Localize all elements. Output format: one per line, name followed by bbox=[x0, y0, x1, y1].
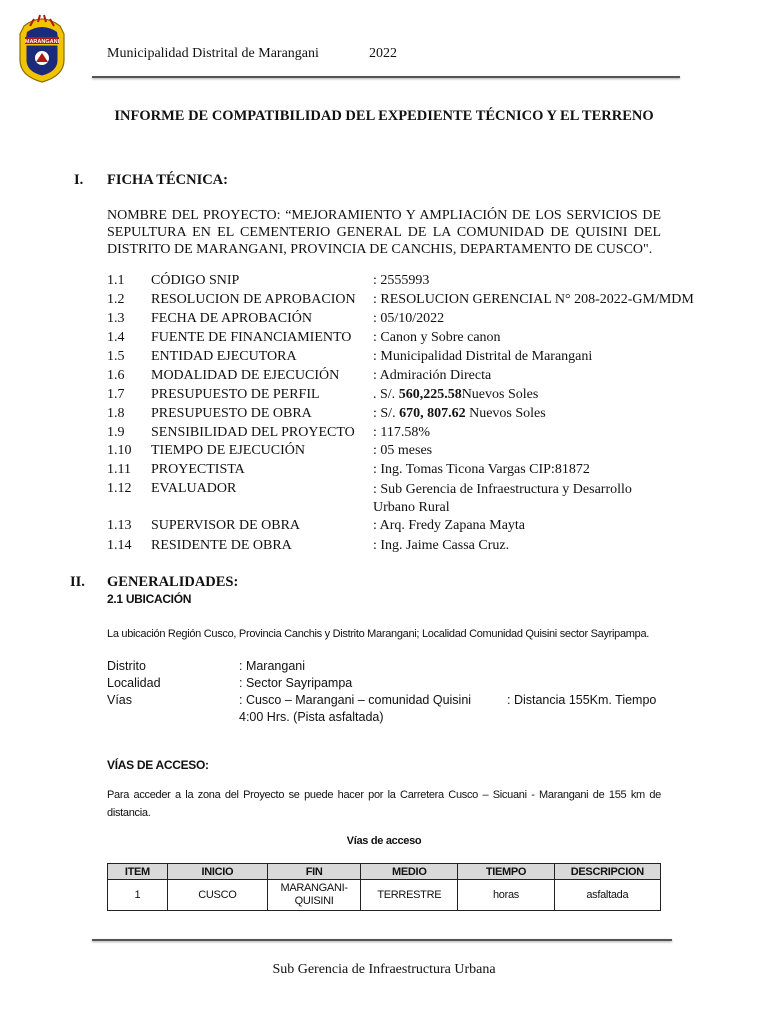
spec-label: MODALIDAD DE EJECUCIÓN bbox=[151, 368, 340, 383]
location-value: : Cusco – Marangani – comunidad Quisini bbox=[239, 693, 472, 707]
location-key: Localidad bbox=[107, 676, 161, 690]
spec-value: : Arq. Fredy Zapana Mayta bbox=[373, 518, 526, 533]
spec-num: 1.1 bbox=[107, 273, 125, 288]
spec-num: 1.5 bbox=[107, 349, 125, 364]
spec-num: 1.12 bbox=[107, 481, 132, 496]
spec-value-amount: 560,225.58 bbox=[398, 387, 462, 402]
column-header: DESCRIPCION bbox=[554, 864, 660, 880]
table-title: Vías de acceso bbox=[346, 835, 422, 847]
spec-label: CÓDIGO SNIP bbox=[151, 273, 240, 288]
spec-value-amount: 670, 807.62 bbox=[399, 406, 466, 421]
table-header-row bbox=[108, 864, 661, 880]
spec-label: PROYECTISTA bbox=[151, 462, 245, 477]
table-cell: CUSCO bbox=[167, 880, 267, 911]
spec-label: FUENTE DE FINANCIAMIENTO bbox=[151, 330, 352, 345]
location-value: : Sector Sayripampa bbox=[239, 676, 353, 690]
spec-value: : 05/10/2022 bbox=[373, 311, 445, 326]
spec-num: 1.4 bbox=[107, 330, 125, 345]
logo-text: MARANGANI bbox=[24, 39, 60, 45]
column-header: ITEM bbox=[108, 864, 168, 880]
spec-num: 1.11 bbox=[107, 462, 131, 477]
location-distance: : Distancia 155Km. Tiempo bbox=[507, 693, 657, 707]
table-cell: MARANGANI-QUISINI bbox=[268, 880, 361, 911]
access-routes-table bbox=[107, 863, 661, 911]
spec-label: PRESUPUESTO DE OBRA bbox=[151, 406, 312, 421]
column-header: TIEMPO bbox=[458, 864, 554, 880]
spec-num: 1.13 bbox=[107, 518, 132, 533]
vias-acceso-heading: VÍAS DE ACCESO: bbox=[107, 758, 209, 772]
spec-value: : 2555993 bbox=[373, 273, 430, 288]
spec-label: RESOLUCION DE APROBACION bbox=[151, 292, 356, 307]
location-key: Distrito bbox=[107, 659, 146, 673]
vias-acceso-text: Para acceder a la zona del Proyecto se puede hacer por la Carretera Cusco – Sicuani - Marangani de 155 km de distancia. bbox=[107, 789, 661, 819]
spec-num: 1.2 bbox=[107, 292, 125, 307]
footer-text: Sub Gerencia de Infraestructura Urbana bbox=[272, 962, 496, 977]
spec-value-prefix: . S/. bbox=[373, 387, 399, 402]
spec-num: 1.7 bbox=[107, 387, 125, 402]
table-cell: TERRESTRE bbox=[361, 880, 458, 911]
spec-value: : Municipalidad Distrital de Marangani bbox=[373, 349, 593, 364]
header-year: 2022 bbox=[369, 46, 397, 61]
table-row bbox=[108, 880, 661, 911]
spec-value: : Ing. Jaime Cassa Cruz. bbox=[373, 538, 510, 553]
location-key: Vías bbox=[107, 693, 133, 707]
spec-num: 1.6 bbox=[107, 368, 125, 383]
spec-value-suffix: Nuevos Soles bbox=[461, 387, 539, 402]
spec-value: : Ing. Tomas Ticona Vargas CIP:81872 bbox=[373, 462, 590, 477]
spec-value-suffix: Nuevos Soles bbox=[465, 406, 546, 421]
location-time: 4:00 Hrs. (Pista asfaltada) bbox=[239, 710, 384, 724]
spec-label: SENSIBILIDAD DEL PROYECTO bbox=[151, 425, 355, 440]
section-1-title: FICHA TÉCNICA: bbox=[107, 172, 228, 188]
spec-num: 1.8 bbox=[107, 406, 125, 421]
spec-label: ENTIDAD EJECUTORA bbox=[151, 349, 297, 364]
spec-value: : RESOLUCION GERENCIAL N° 208-2022-GM/MDM bbox=[373, 292, 694, 307]
spec-value: : Sub Gerencia de Infraestructura y Desarrollo Urbano Rural bbox=[373, 482, 632, 515]
spec-num: 1.10 bbox=[107, 443, 132, 458]
column-header: INICIO bbox=[167, 864, 267, 880]
project-name: NOMBRE DEL PROYECTO: “MEJORAMIENTO Y AMPLIACIÓN DE LOS SERVICIOS DE SEPULTURA EN EL CEMENTERIO GENERAL DE LA COMUNIDAD DE QUISINI DEL DISTRITO DE MARANGANI, PROVINCIA DE CANCHIS, DEPARTAMENTO DE CUSCO". bbox=[107, 208, 661, 257]
spec-value bbox=[373, 406, 546, 422]
section-2-number: II. bbox=[70, 574, 85, 590]
spec-value-prefix: : S/. bbox=[373, 406, 400, 421]
footer-divider bbox=[92, 939, 672, 941]
ubicacion-text: La ubicación Región Cusco, Provincia Canchis y Distrito Marangani; Localidad Comunidad Quisini sector Sayripampa. bbox=[107, 628, 650, 640]
spec-value: : 05 meses bbox=[373, 443, 433, 458]
header-divider bbox=[92, 76, 680, 78]
spec-value: : Admiración Directa bbox=[373, 368, 492, 383]
spec-value: : 117.58% bbox=[373, 425, 431, 440]
spec-label: SUPERVISOR DE OBRA bbox=[151, 518, 301, 533]
spec-label: FECHA DE APROBACIÓN bbox=[151, 311, 313, 326]
location-value: : Marangani bbox=[239, 659, 306, 673]
subsection-ubicacion: 2.1 UBICACIÓN bbox=[107, 592, 192, 606]
column-header: MEDIO bbox=[361, 864, 458, 880]
municipal-seal-logo bbox=[14, 10, 70, 84]
header-organization: Municipalidad Distrital de Marangani bbox=[107, 46, 319, 61]
spec-value bbox=[373, 387, 538, 403]
spec-label: EVALUADOR bbox=[151, 481, 237, 496]
table-cell: asfaltada bbox=[554, 880, 660, 911]
spec-num: 1.14 bbox=[107, 538, 132, 553]
section-2-title: GENERALIDADES: bbox=[107, 574, 239, 590]
column-header: FIN bbox=[268, 864, 361, 880]
spec-value: : Canon y Sobre canon bbox=[373, 330, 501, 345]
spec-num: 1.9 bbox=[107, 425, 125, 440]
spec-label: PRESUPUESTO DE PERFIL bbox=[151, 387, 320, 402]
spec-label: RESIDENTE DE OBRA bbox=[151, 538, 292, 553]
spec-num: 1.3 bbox=[107, 311, 125, 326]
document-title: INFORME DE COMPATIBILIDAD DEL EXPEDIENTE TÉCNICO Y EL TERRENO bbox=[114, 108, 654, 124]
table-cell: horas bbox=[458, 880, 554, 911]
section-1-number: I. bbox=[74, 172, 84, 188]
table-cell: 1 bbox=[108, 880, 168, 911]
spec-label: TIEMPO DE EJECUCIÓN bbox=[151, 443, 305, 458]
